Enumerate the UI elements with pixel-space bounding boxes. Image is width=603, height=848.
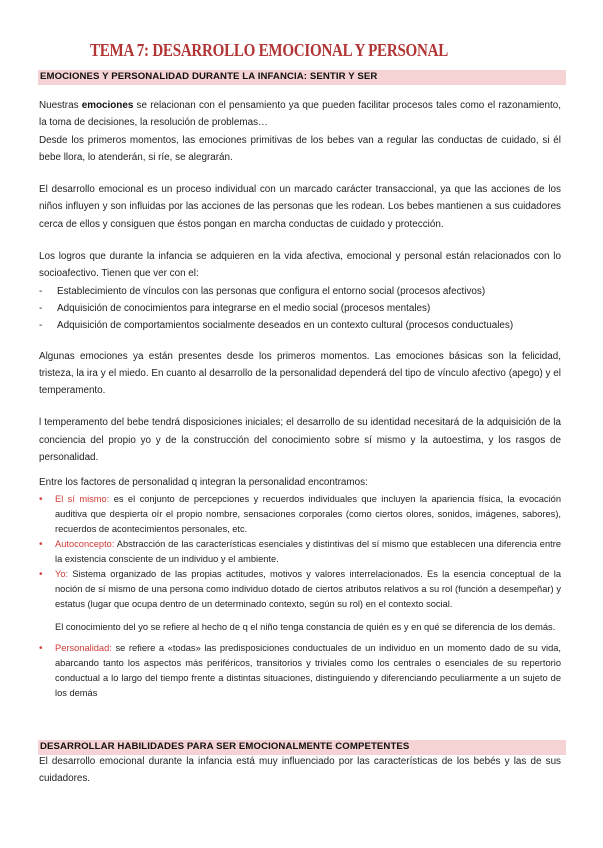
dash-marker: -	[39, 302, 43, 314]
paragraph-factores: Entre los factores de personalidad q integran la personalidad encontramos:	[39, 477, 368, 489]
factor-text	[55, 567, 561, 612]
factor-description: Abstracción de las características esenciales y distintivas del sí mismo que establecen una diferencia entre la existencia consciente de un individuo y el ambiente.	[55, 538, 561, 564]
factor-item-personalidad	[39, 641, 561, 701]
list-item-text: Adquisición de conocimientos para integrarse en el medio social (procesos mentales)	[57, 302, 431, 314]
factor-description: se refiere a «todas» las predisposiciones conductuales de un individuo en un momento dado de su vida, abarcando tanto los aspectos más periféricos, transitorios y triviales como los centrales o esenciales de su repertorio conductual a lo largo del tiempo frente a distintas situaciones, distinguiendo y diferenciando peculiarmente a un sujeto de los demás	[55, 642, 561, 698]
paragraph-desarrollo-emocional: El desarrollo emocional es un proceso individual con un marcado carácter transaccional, ya que las acciones de los niños influyen y son influidas por las acciones de las personas que les rodean. Los bebes mantienen a sus cuidadores cerca de ellos y consiguen que éstos pongan en marcha conductas de cuidado y protección.	[39, 184, 561, 230]
list-item-text: Adquisición de comportamientos socialmente deseados en un contexto cultural (procesos conductuales)	[57, 320, 514, 332]
list-item	[39, 300, 561, 317]
dash-marker: -	[39, 320, 43, 332]
factor-text	[55, 641, 561, 701]
text-run: se relacionan con el pensamiento ya que pueden facilitar procesos tales como el razonamiento, la toma de decisiones, la resolución de problemas…	[39, 100, 561, 129]
paragraph-primeros-momentos: Desde los primeros momentos, las emociones primitivas de los bebes van a regular las conductas de cuidado, si él bebe llora, lo atenderán, si ríe, se alegrarán.	[39, 134, 561, 163]
factor-term: Personalidad:	[55, 642, 112, 653]
factor-text	[55, 492, 561, 537]
dash-marker: -	[39, 285, 43, 297]
factor-term: Autoconcepto:	[55, 538, 115, 549]
bullet-icon: •	[39, 538, 43, 550]
factor-item-yo	[39, 567, 561, 612]
section-heading-text: DESARROLLAR HABILIDADES PARA SER EMOCIONALMENTE COMPETENTES	[40, 741, 410, 752]
factor-term: Yo:	[55, 568, 69, 579]
paragraph-yo-note: El conocimiento del yo se refiere al hecho de q el niño tenga constancia de quién es y en qué se diferencia de los demás.	[55, 621, 556, 632]
text-run: Nuestras	[39, 100, 82, 111]
paragraph-emociones-basicas: Algunas emociones ya están presentes desde los primeros momentos. Las emociones básicas son la felicidad, tristeza, la ira y el miedo. En cuanto al desarrollo de la personalidad dependerá del tipo de vínculo afectivo (apego) y el temperamento.	[39, 350, 561, 397]
factor-term: El sí mismo:	[55, 493, 110, 504]
bold-term-emociones: emociones	[81, 100, 134, 111]
factor-item-autoconcepto	[39, 537, 561, 567]
page-title: TEMA 7: DESARROLLO EMOCIONAL Y PERSONAL	[90, 40, 449, 60]
factor-description: es el conjunto de percepciones y recuerdos individuales que incluyen la apariencia física, la evocación auditiva que despierta oír el propio nombre, sensaciones corporales (como ciertos olores, sonidos, imágenes, sabores), recuerdos de acontecimientos personales, etc.	[55, 493, 561, 534]
factor-text	[55, 537, 561, 567]
bullet-icon: •	[39, 493, 43, 505]
list-item	[39, 283, 561, 300]
section-heading-text: EMOCIONES Y PERSONALIDAD DURANTE LA INFANCIA: SENTIR Y SER	[40, 71, 378, 82]
paragraph-desarrollo-infancia: El desarrollo emocional durante la infancia está muy influenciado por las características de los bebés y las de sus cuidadores.	[39, 756, 561, 785]
section-heading-emociones	[38, 70, 566, 85]
factor-item-si-mismo	[39, 492, 561, 537]
paragraph-emociones	[39, 97, 561, 132]
list-item-text: Establecimiento de vínculos con las personas que configura el entorno social (procesos afectivos)	[57, 285, 486, 297]
section-emociones-body	[39, 97, 561, 701]
paragraph-temperamento: l temperamento del bebe tendrá disposiciones iniciales; el desarrollo de su identidad necesitará de la adquisición de la conciencia del propio yo y de la construcción del conocimiento sobre sí mismo y la autoestima, y los rasgos de personalidad.	[39, 417, 561, 464]
list-item	[39, 317, 561, 334]
paragraph-logros: Los logros que durante la infancia se adquieren en la vida afectiva, emocional y personal están relacionados con lo socioafectivo. Tienen que ver con el:	[39, 251, 561, 280]
factor-description: Sistema organizado de las propias actitudes, motivos y valores interrelacionados. Es la esencia conceptual de la noción de sí mismo de una persona como individuo dotado de ciertos atributos relativos a su rol (función a desempeñar) y estatus (lugar que ocupa dentro de un determinado contexto, según su rol) en el contexto social.	[55, 568, 561, 609]
section-habilidades-body	[39, 753, 561, 788]
bullet-icon: •	[39, 568, 43, 580]
bullet-icon: •	[39, 642, 43, 654]
